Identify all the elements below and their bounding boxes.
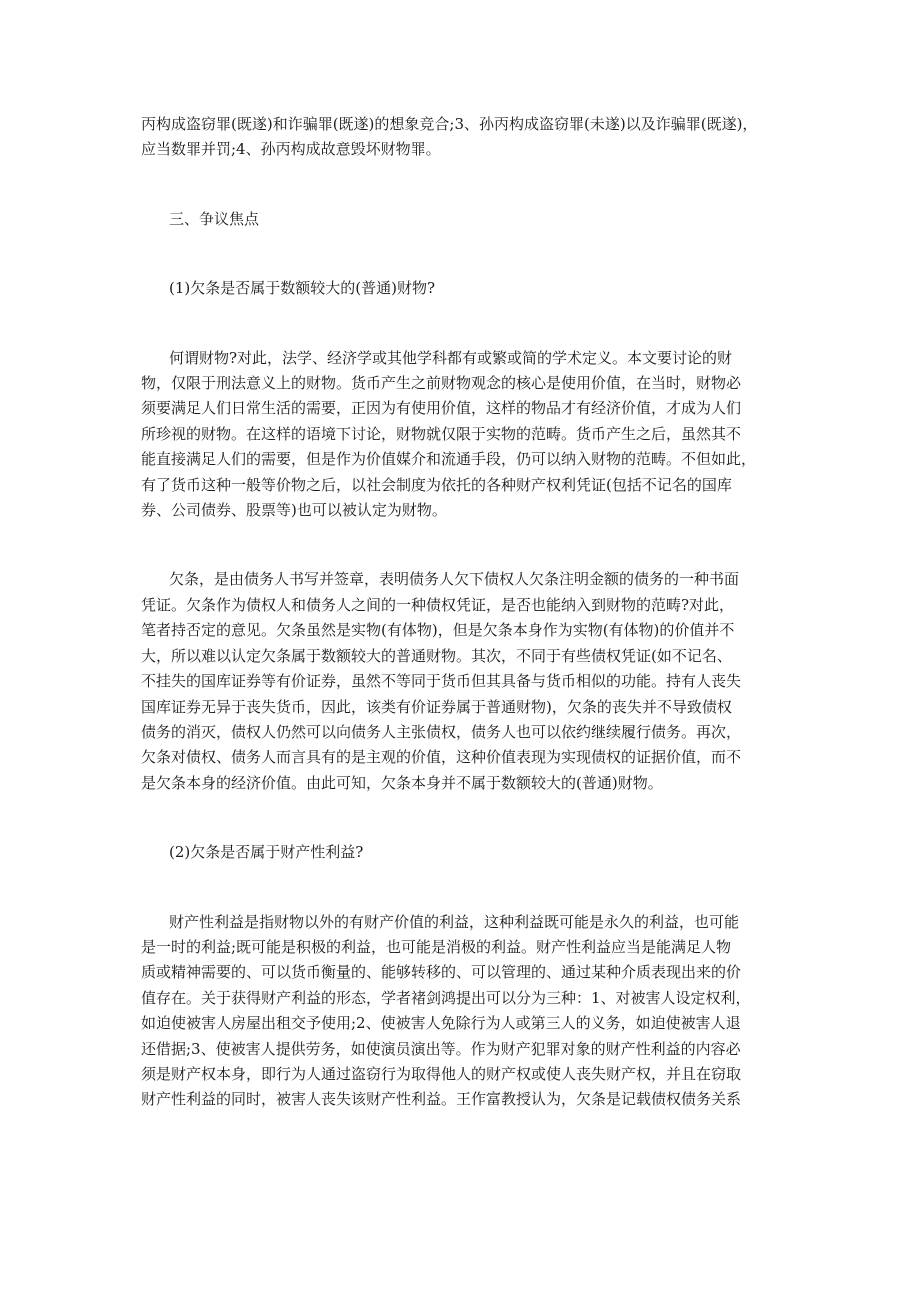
text-line: 须要满足人们日常生活的需要，正因为有使用价值，这样的物品才有经济价值，才成为人们	[141, 399, 742, 418]
text-line: 能直接满足人们的需要，但是作为价值媒介和流通手段，仍可以纳入财物的范畴。不但如此，	[141, 450, 757, 469]
text-line: 欠条，是由债务人书写并签章，表明债务人欠下债权人欠条注明金额的债务的一种书面	[169, 570, 740, 589]
text-line: 凭证。欠条作为债权人和债务人之间的一种债权凭证，是否也能纳入到财物的范畴?对此，	[141, 595, 735, 614]
text-line: 大，所以难以认定欠条属于数额较大的普通财物。其次，不同于有些债权凭证(如不记名、	[141, 646, 732, 665]
text-line: 还借据;3、使被害人提供劳务，如使演员演出等。作为财产犯罪对象的财产性利益的内容必	[141, 1039, 741, 1058]
text-line: 国库证券无异于丧失货币，因此，该类有价证券属于普通财物)，欠条的丧失并不导致债权	[141, 697, 732, 716]
text-line: 财产性利益的同时，被害人丧失该财产性利益。王作富教授认为，欠条是记载债权债务关系	[141, 1090, 742, 1109]
question-heading-1: (1)欠条是否属于数额较大的(普通)财物?	[169, 279, 435, 298]
text-line: 值存在。关于获得财产利益的形态，学者褚剑鸿提出可以分为三种：1、对被害人设定权利，	[141, 988, 751, 1007]
document-page	[141, 112, 789, 1113]
text-line: 应当数罪并罚;4、孙丙构成故意毁坏财物罪。	[141, 140, 441, 159]
text-line: 是一时的利益;既可能是积极的利益，也可能是消极的利益。财产性利益应当是能满足人物	[141, 937, 732, 956]
paragraph-property-interest	[141, 910, 789, 1113]
text-line: 笔者持否定的意见。欠条虽然是实物(有体物)，但是欠条本身作为实物(有体物)的价值并不	[141, 621, 735, 640]
text-line: 财产性利益是指财物以外的有财产价值的利益，这种利益既可能是永久的利益，也可能	[169, 912, 740, 931]
text-line: 债务的消灭，债权人仍然可以向债务人主张债权，债务人也可以依约继续履行债务。再次，	[141, 722, 742, 741]
paragraph-iou-analysis	[141, 567, 789, 796]
paragraph-property-definition	[141, 346, 789, 524]
text-line: 所珍视的财物。在这样的语境下讨论，财物就仅限于实物的范畴。货币产生之后，虽然其不	[141, 424, 742, 443]
text-line: 不挂失的国库证券等有价证券，虽然不等同于货币但其具备与货币相似的功能。持有人丧失	[141, 672, 742, 691]
text-line: 须是财产权本身，即行为人通过盗窃行为取得他人的财产权或使人丧失财产权，并且在窃取	[141, 1064, 742, 1083]
text-line: 有了货币这种一般等价物之后，以社会制度为依托的各种财产权利凭证(包括不记名的国库	[141, 475, 732, 494]
text-line: 物，仅限于刑法意义上的财物。货币产生之前财物观念的核心是使用价值，在当时，财物必	[141, 374, 742, 393]
text-line: 丙构成盗窃罪(既遂)和诈骗罪(既遂)的想象竞合;3、孙丙构成盗窃罪(未遂)以及诈骗罪(既遂)，	[141, 115, 758, 133]
section-heading: 三、争议焦点	[169, 209, 260, 228]
paragraph-continued	[141, 112, 789, 163]
text-line: 如迫使被害人房屋出租交予使用;2、使被害人免除行为人或第三人的义务，如迫使被害人退	[141, 1014, 741, 1033]
text-line: 欠条对债权、债务人而言具有的是主观的价值，这种价值表现为实现债权的证据价值，而不	[141, 748, 742, 767]
question-heading-2: (2)欠条是否属于财产性利益?	[169, 843, 364, 862]
text-line: 何谓财物?对此，法学、经济学或其他学科都有或繁或简的学术定义。本文要讨论的财	[169, 348, 733, 367]
text-line: 是欠条本身的经济价值。由此可知，欠条本身并不属于数额较大的(普通)财物。	[141, 773, 663, 792]
text-line: 券、公司债券、股票等)也可以被认定为财物。	[141, 501, 447, 520]
text-line: 质或精神需要的、可以货币衡量的、能够转移的、可以管理的、通过某种介质表现出来的价	[141, 963, 742, 982]
